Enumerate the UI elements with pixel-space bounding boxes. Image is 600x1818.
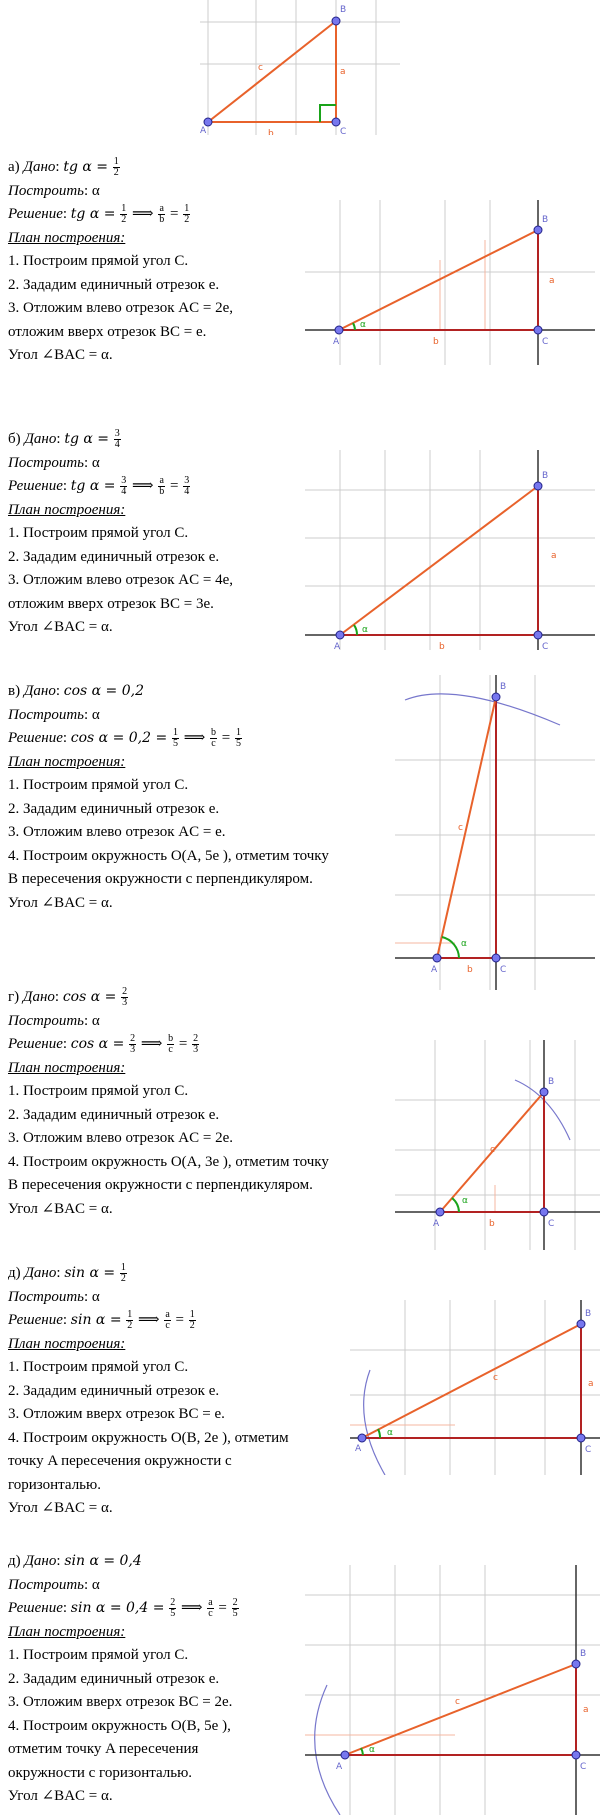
- build-line: Построить: α: [8, 1012, 100, 1029]
- svg-text:α: α: [461, 939, 467, 949]
- figure-b: [305, 450, 595, 650]
- label-c: c: [258, 63, 263, 73]
- step: 3. Отложим влево отрезок AC = 2e,: [8, 300, 233, 316]
- step: окружности с горизонталью.: [8, 1764, 193, 1781]
- step: B пересечения окружности с перпендикуляром.: [8, 1177, 313, 1193]
- solution-line: Решение: tg α = $\frac{1}{2}$ ⟹ $\frac{a}{b}$ = $\frac{1}{2}$: [8, 203, 190, 226]
- step: 2. Зададим единичный отрезок e.: [8, 1106, 220, 1123]
- svg-text:C: C: [500, 965, 507, 975]
- step: точку A пересечения окружности с: [8, 1453, 232, 1469]
- build-line: Построить: α: [8, 706, 100, 723]
- svg-text:α: α: [387, 1428, 393, 1438]
- label-B: B: [340, 5, 347, 15]
- solution-line: Решение: cos α = 0,2 = $\frac{1}{5}$ ⟹ $\frac{b}{c}$ = $\frac{1}{5}$: [8, 727, 241, 750]
- step: Угол ∠BAC = α.: [8, 347, 113, 363]
- solution-line: Решение: sin α = 0,4 = $\frac{2}{5}$ ⟹ $\frac{a}{c}$ = $\frac{2}{5}$: [8, 1597, 238, 1620]
- plan-title: План построения:: [8, 1335, 126, 1352]
- svg-text:a: a: [551, 551, 557, 561]
- given-line: д) Дано: sin α = $\frac{1}{2}$: [8, 1262, 126, 1285]
- svg-text:A: A: [333, 337, 340, 347]
- svg-text:b: b: [467, 965, 473, 975]
- build-line: Построить: α: [8, 454, 100, 471]
- svg-text:α: α: [462, 1196, 468, 1206]
- svg-text:A: A: [336, 1762, 343, 1772]
- svg-text:B: B: [542, 471, 549, 481]
- plan-title: План построения:: [8, 229, 126, 246]
- step: Угол ∠BAC = α.: [8, 1200, 113, 1217]
- step: 4. Построим окружность O(A, 3e ), отметим точку: [8, 1153, 329, 1170]
- step: 2. Зададим единичный отрезок e.: [8, 276, 220, 293]
- svg-text:C: C: [542, 642, 549, 650]
- svg-text:c: c: [490, 1145, 495, 1155]
- svg-text:B: B: [548, 1077, 555, 1087]
- step: Угол ∠BAC = α.: [8, 1500, 113, 1516]
- plan-title: План построения:: [8, 1623, 126, 1640]
- step: 3. Отложим влево отрезок AC = 2e.: [8, 1130, 233, 1146]
- step: 2. Зададим единичный отрезок e.: [8, 800, 220, 817]
- step: 1. Построим прямой угол C.: [8, 777, 189, 793]
- step: 2. Зададим единичный отрезок e.: [8, 548, 220, 565]
- svg-text:α: α: [360, 320, 366, 330]
- given-line: б) Дано: tg α = $\frac{3}{4}$: [8, 428, 120, 451]
- figure-d: [395, 1040, 600, 1250]
- top-triangle-figure: [200, 0, 400, 135]
- svg-text:a: a: [588, 1379, 594, 1389]
- svg-text:c: c: [493, 1373, 498, 1383]
- svg-text:B: B: [580, 1649, 587, 1659]
- svg-text:C: C: [580, 1762, 587, 1772]
- plan-title: План построения:: [8, 1059, 126, 1076]
- build-line: Построить: α: [8, 182, 100, 199]
- step: 4. Построим окружность O(A, 5e ), отметим точку: [8, 847, 329, 864]
- figure-f: [305, 1565, 600, 1815]
- svg-text:B: B: [542, 215, 549, 225]
- figure-e: [350, 1300, 600, 1475]
- step: 1. Построим прямой угол C.: [8, 1359, 189, 1375]
- svg-text:C: C: [585, 1445, 592, 1455]
- plan-title: План построения:: [8, 753, 126, 770]
- figure-a: [305, 200, 595, 365]
- svg-text:α: α: [362, 625, 368, 635]
- step: отложим вверх отрезок BC = 3e.: [8, 595, 214, 612]
- step: 3. Отложим вверх отрезок BC = e.: [8, 1406, 225, 1422]
- step: 1. Построим прямой угол C.: [8, 525, 189, 541]
- step: 2. Зададим единичный отрезок e.: [8, 1382, 220, 1399]
- svg-text:c: c: [458, 823, 463, 833]
- plan-title: План построения:: [8, 501, 126, 518]
- step: 4. Построим окружность O(B, 2e ), отметим: [8, 1429, 289, 1446]
- svg-text:a: a: [583, 1705, 589, 1715]
- step: 4. Построим окружность O(B, 5e ),: [8, 1717, 231, 1734]
- solution-line: Решение: sin α = $\frac{1}{2}$ ⟹ $\frac{a}{c}$ = $\frac{1}{2}$: [8, 1309, 195, 1332]
- step: 3. Отложим влево отрезок AC = e.: [8, 824, 226, 840]
- svg-text:b: b: [489, 1219, 495, 1229]
- svg-text:B: B: [585, 1309, 592, 1319]
- label-C: C: [340, 127, 347, 135]
- step: 1. Построим прямой угол C.: [8, 253, 189, 269]
- solution-line: Решение: tg α = $\frac{3}{4}$ ⟹ $\frac{a}{b}$ = $\frac{3}{4}$: [8, 475, 190, 498]
- step: Угол ∠BAC = α.: [8, 619, 113, 635]
- build-line: Построить: α: [8, 1576, 100, 1593]
- figure-c: [395, 675, 595, 990]
- step: Угол ∠BAC = α.: [8, 894, 113, 911]
- step: 1. Построим прямой угол C.: [8, 1083, 189, 1099]
- svg-text:a: a: [549, 276, 555, 286]
- given-line: в) Дано: cos α = 0,2: [8, 683, 145, 699]
- step: 3. Отложим влево отрезок AC = 4e,: [8, 572, 233, 588]
- step: 1. Построим прямой угол C.: [8, 1647, 189, 1663]
- solution-line: Решение: cos α = $\frac{2}{3}$ ⟹ $\frac{b}{c}$ = $\frac{2}{3}$: [8, 1033, 199, 1056]
- step: отложим вверх отрезок BC = e.: [8, 323, 207, 340]
- svg-text:A: A: [355, 1444, 362, 1454]
- step: отметим точку A пересечения: [8, 1741, 199, 1757]
- svg-text:b: b: [439, 642, 445, 650]
- svg-text:A: A: [433, 1219, 440, 1229]
- step: 2. Зададим единичный отрезок e.: [8, 1670, 220, 1687]
- svg-text:B: B: [500, 682, 507, 692]
- given-line: а) Дано: tg α = $\frac{1}{2}$: [8, 156, 119, 179]
- label-a: a: [340, 67, 346, 77]
- step: B пересечения окружности с перпендикуляром.: [8, 871, 313, 887]
- svg-text:C: C: [548, 1219, 555, 1229]
- label-b: b: [268, 129, 274, 135]
- label-A: A: [200, 126, 207, 135]
- svg-text:b: b: [433, 337, 439, 347]
- svg-text:C: C: [542, 337, 549, 347]
- svg-text:A: A: [334, 642, 341, 650]
- step: Угол ∠BAC = α.: [8, 1788, 113, 1804]
- svg-text:α: α: [369, 1745, 375, 1755]
- svg-text:A: A: [431, 965, 438, 975]
- step: 3. Отложим вверх отрезок BC = 2e.: [8, 1694, 233, 1710]
- build-line: Построить: α: [8, 1288, 100, 1305]
- given-fraction: $\frac{1}{2}$: [113, 156, 119, 179]
- step: горизонталью.: [8, 1476, 101, 1493]
- given-line: г) Дано: cos α = $\frac{2}{3}$: [8, 986, 128, 1009]
- given-line: д) Дано: sin α = 0,4: [8, 1553, 142, 1569]
- svg-text:c: c: [455, 1697, 460, 1707]
